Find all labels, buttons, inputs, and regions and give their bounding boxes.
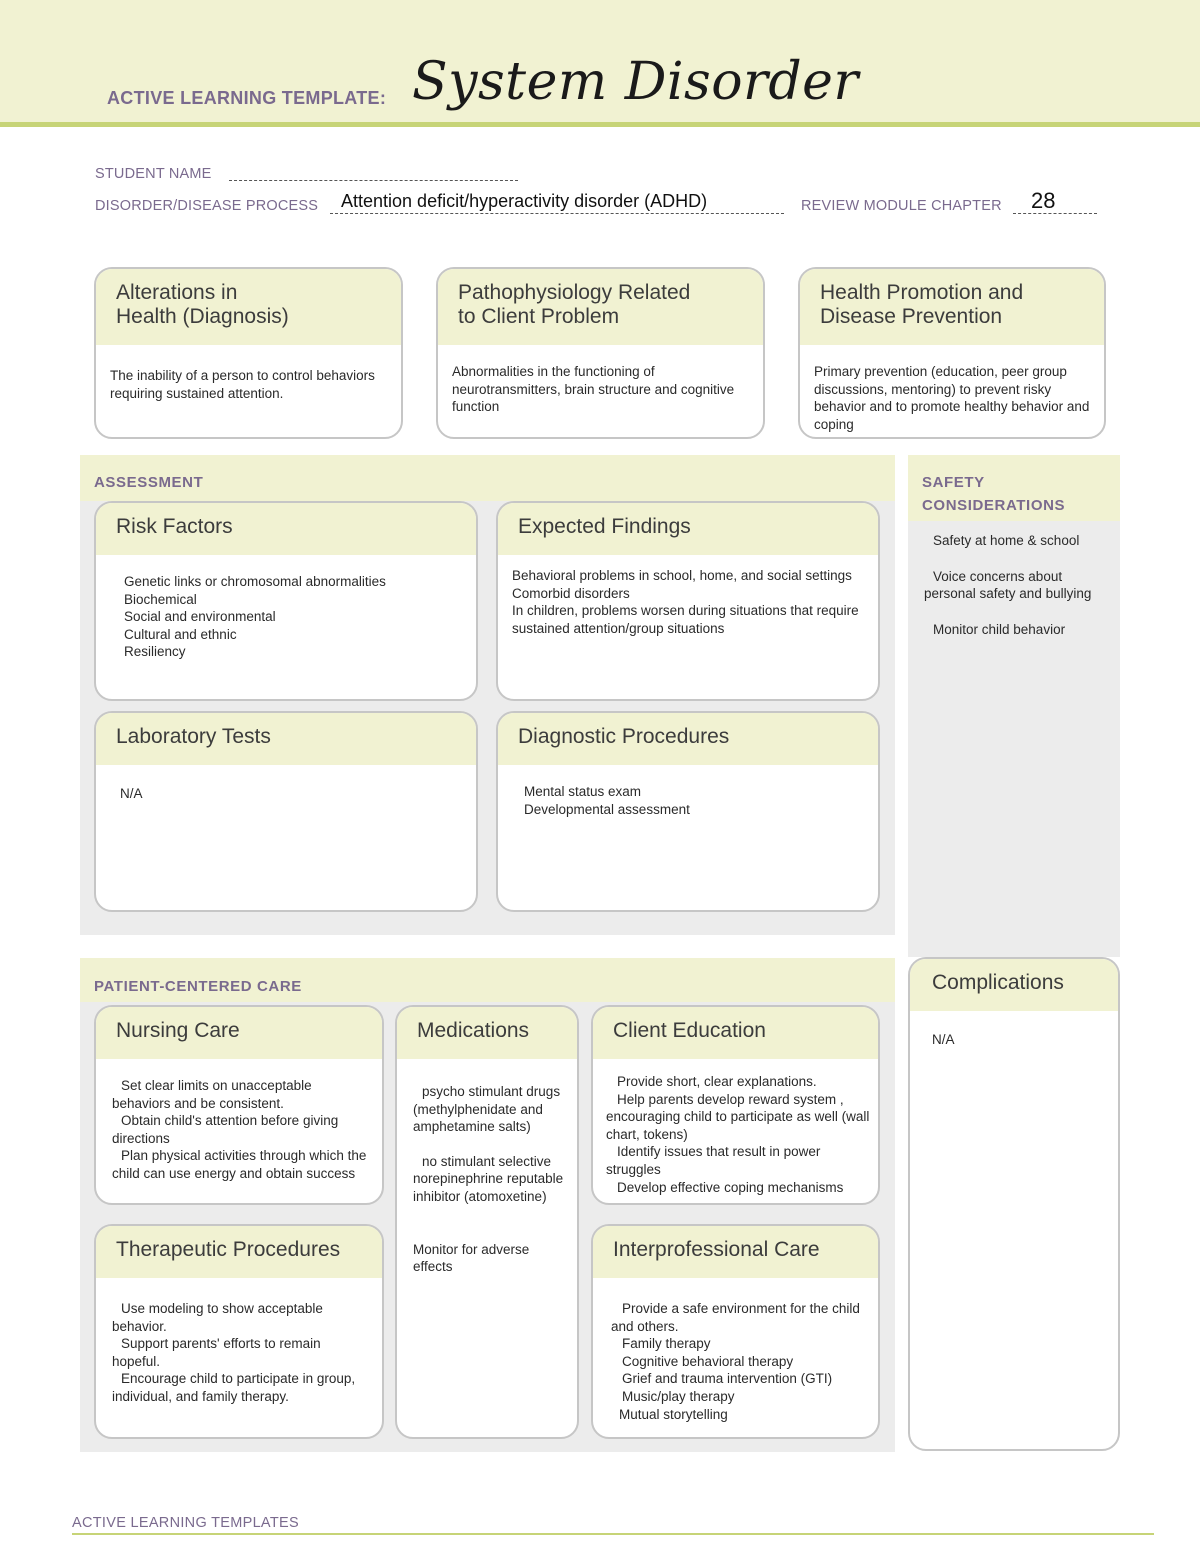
risk-factors-box: [94, 501, 478, 701]
patient-care-label: PATIENT-CENTERED CARE: [94, 978, 302, 995]
health-promotion-line: Primary prevention (education, peer group discussions, mentoring) to prevent risky behavior and to promote healthy behavior and coping: [814, 364, 1090, 432]
health-promotion-title-line1: Health Promotion and: [820, 281, 1024, 304]
interprofessional-care-item: Music/play therapy: [622, 1388, 735, 1404]
expected-findings-box: [496, 501, 880, 701]
interprofessional-care-item: Family therapy: [622, 1336, 711, 1352]
pathophysiology-content: [438, 349, 763, 437]
medication-item: no stimulant selective norepinephrine reputable inhibitor (atomoxetine): [413, 1153, 564, 1204]
risk-factors-content: [96, 559, 476, 699]
therapeutic-procedure-item: Encourage child to participate in group, individual, and family therapy.: [112, 1371, 356, 1404]
therapeutic-procedure-item: Support parents' efforts to remain hopeful.: [112, 1336, 321, 1369]
client-education-heading: Client Education: [593, 1007, 878, 1059]
client-education-item: Identify issues that result in power struggles: [606, 1144, 821, 1177]
therapeutic-procedure-item: Use modeling to show acceptable behavior.: [112, 1301, 323, 1334]
client-education-item: Provide short, clear explanations.: [617, 1074, 817, 1089]
expected-finding-item: Behavioral problems in school, home, and social settings: [512, 568, 852, 583]
header-rule: [0, 122, 1200, 127]
medications-heading: Medications: [397, 1007, 577, 1059]
alterations-title-line2: Health (Diagnosis): [116, 305, 289, 328]
safety-label-line2: CONSIDERATIONS: [922, 497, 1066, 514]
therapeutic-procedures-heading: Therapeutic Procedures: [96, 1226, 382, 1278]
nursing-care-item: Obtain child's attention before giving directions: [112, 1113, 339, 1146]
risk-factor-item: Social and environmental: [124, 609, 276, 625]
assessment-label: ASSESSMENT: [94, 474, 204, 491]
diagnostic-procedure-item: Mental status exam: [524, 784, 642, 799]
safety-panel: [908, 455, 1120, 957]
risk-factor-item: Biochemical: [124, 591, 197, 607]
interprofessional-care-content: [593, 1286, 878, 1437]
client-education-item: Help parents develop reward system , encouraging child to participate as well (wall chart, tokens): [606, 1091, 870, 1142]
client-education-content: [593, 1059, 878, 1203]
interprofessional-care-item: Mutual storytelling: [619, 1406, 728, 1422]
laboratory-tests-box: [94, 711, 478, 912]
client-education-box: [591, 1005, 880, 1205]
health-promotion-content: [800, 349, 1104, 437]
health-promotion-title-line2: Disease Prevention: [820, 305, 1003, 328]
diagnostic-procedures-content: [498, 769, 878, 910]
client-education-item: Develop effective coping mechanisms: [617, 1179, 844, 1195]
health-promotion-box: [798, 267, 1106, 439]
safety-list: [924, 532, 1110, 638]
student-name-label: STUDENT NAME: [95, 166, 212, 182]
therapeutic-procedures-box: [94, 1224, 384, 1439]
laboratory-tests-heading: Laboratory Tests: [96, 713, 476, 765]
expected-findings-content: [498, 553, 878, 699]
alterations-heading: [96, 269, 401, 345]
diagnostic-procedures-box: [496, 711, 880, 912]
diagnostic-procedures-heading: Diagnostic Procedures: [498, 713, 878, 765]
complications-box: [908, 957, 1120, 1451]
safety-item: Monitor child behavior: [933, 621, 1066, 637]
safety-item: Voice concerns about personal safety and bullying: [924, 568, 1092, 602]
medication-item: Monitor for adverse effects: [413, 1241, 530, 1275]
pathophysiology-box: [436, 267, 765, 439]
nursing-care-item: Set clear limits on unacceptable behaviors and be consistent.: [112, 1078, 312, 1111]
interprofessional-care-item: Grief and trauma intervention (GTI): [622, 1371, 833, 1387]
risk-factor-item: Resiliency: [124, 644, 186, 660]
expected-findings-heading: Expected Findings: [498, 503, 878, 555]
alterations-line: The inability of a person to control behaviors requiring sustained attention.: [110, 368, 375, 401]
complications-heading: Complications: [910, 959, 1118, 1011]
health-promotion-heading: [800, 269, 1104, 345]
interprofessional-care-heading: Interprofessional Care: [593, 1226, 878, 1278]
interprofessional-care-item: Cognitive behavioral therapy: [622, 1353, 794, 1369]
medication-item: psycho stimulant drugs (methylphenidate and amphetamine salts): [413, 1084, 561, 1135]
chapter-field[interactable]: 28: [1031, 188, 1056, 213]
risk-factor-item: Genetic links or chromosomal abnormalities: [124, 574, 386, 589]
alterations-title-line1: Alterations in: [116, 281, 238, 304]
chapter-label: REVIEW MODULE CHAPTER: [801, 198, 1002, 214]
expected-finding-item: In children, problems worsen during situations that require sustained attention/group situations: [512, 603, 859, 636]
interprofessional-care-item: Provide a safe environment for the child and others.: [611, 1301, 860, 1334]
alterations-content: [96, 353, 401, 437]
pathophysiology-heading: [438, 269, 763, 345]
risk-factors-heading: Risk Factors: [96, 503, 476, 555]
pathophysiology-title-line1: Pathophysiology Related: [458, 281, 691, 304]
nursing-care-content: [96, 1063, 382, 1203]
nursing-care-item: Plan physical activities through which the child can use energy and obtain success: [112, 1148, 367, 1181]
student-name-line: [229, 180, 518, 181]
diagnostic-procedure-item: Developmental assessment: [524, 801, 690, 817]
nursing-care-heading: Nursing Care: [96, 1007, 382, 1059]
laboratory-test-item: N/A: [120, 786, 143, 801]
complication-item: N/A: [932, 1032, 955, 1047]
template-label: ACTIVE LEARNING TEMPLATE:: [107, 88, 387, 108]
safety-item: Safety at home & school: [933, 533, 1080, 548]
pathophysiology-line: Abnormalities in the functioning of neurotransmitters, brain structure and cognitive function: [452, 364, 735, 415]
therapeutic-procedures-content: [96, 1286, 382, 1437]
page-title: System Disorder: [412, 52, 859, 112]
risk-factor-item: Cultural and ethnic: [124, 626, 237, 642]
expected-finding-item: Comorbid disorders: [512, 585, 630, 601]
laboratory-tests-content: [96, 771, 476, 910]
disorder-line: [330, 213, 784, 214]
footer-label: ACTIVE LEARNING TEMPLATES: [72, 1515, 299, 1531]
footer-rule: [72, 1533, 1154, 1535]
safety-label-line1: SAFETY: [922, 474, 985, 491]
pathophysiology-title-line2: to Client Problem: [458, 305, 620, 328]
disorder-label: DISORDER/DISEASE PROCESS: [95, 198, 319, 214]
alterations-box: [94, 267, 403, 439]
nursing-care-box: [94, 1005, 384, 1205]
safety-label: [922, 471, 1065, 517]
medications-content: [397, 1069, 577, 1437]
disorder-field[interactable]: Attention deficit/hyperactivity disorder (ADHD): [341, 191, 708, 211]
complications-content: [910, 1017, 1118, 1449]
interprofessional-care-box: [591, 1224, 880, 1439]
medications-box: [395, 1005, 579, 1439]
